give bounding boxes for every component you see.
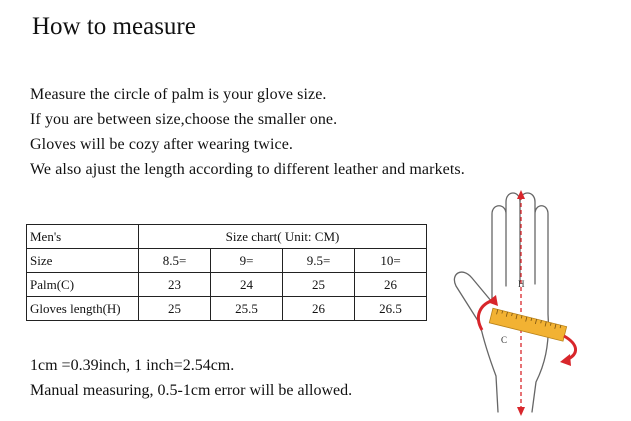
instruction-line: If you are between size,choose the smaller one. [30,111,338,128]
arrowhead-right [560,354,571,366]
table-cell: 9.5= [283,249,355,273]
instruction-line: We also ajust the length according to different leather and markets. [30,161,465,178]
table-row [27,273,427,297]
table-cell: 24 [211,273,283,297]
table-cell: 8.5= [139,249,211,273]
hand-outline [454,193,548,412]
table-row [27,249,427,273]
table-row [27,297,427,321]
label-h: H [518,279,525,289]
instruction-line: Gloves will be cozy after wearing twice. [30,136,294,153]
row-label: Size [27,249,139,273]
table-cell: 25 [283,273,355,297]
length-arrow-down [517,407,525,416]
table-header-cell: Size chart( Unit: CM) [139,225,427,249]
table-cell: 9= [211,249,283,273]
table-cell: 23 [139,273,211,297]
table-header-row [27,225,427,249]
tolerance-note: Manual measuring, 0.5-1cm error will be allowed. [30,382,353,399]
page-title: How to measure [32,13,196,40]
table-cell: 10= [355,249,427,273]
conversion-note: 1cm =0.39inch, 1 inch=2.54cm. [30,357,235,374]
table-cell: 26.5 [355,297,427,321]
hand-measurement-diagram [440,186,625,416]
table-cell: 26 [283,297,355,321]
row-label: Palm(C) [27,273,139,297]
table-cell: 26 [355,273,427,297]
row-label: Gloves length(H) [27,297,139,321]
table-cell: 25 [139,297,211,321]
instructions [30,82,465,182]
table-corner-cell: Men's [27,225,139,249]
label-c: C [501,335,508,345]
table-cell: 25.5 [211,297,283,321]
measurement-notes [30,353,352,403]
size-chart-table [26,224,427,321]
instruction-line: Measure the circle of palm is your glove size. [30,86,327,103]
